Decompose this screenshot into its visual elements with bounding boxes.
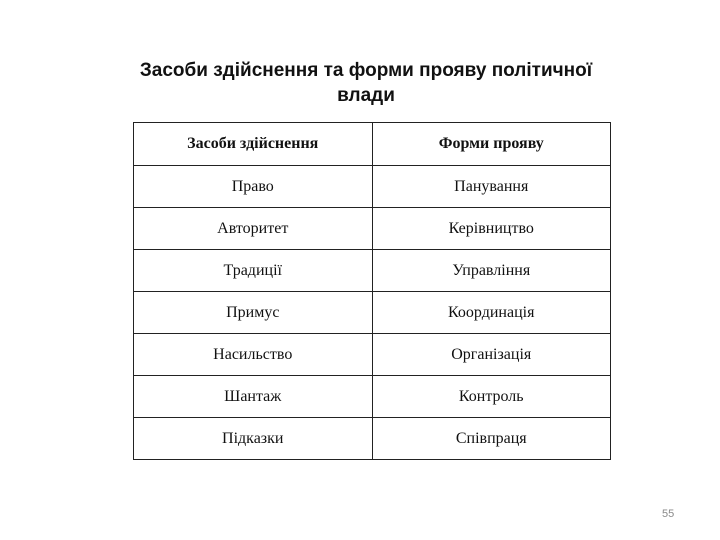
cell-means: Право (134, 166, 373, 208)
cell-means: Шантаж (134, 376, 373, 418)
cell-means: Примус (134, 292, 373, 334)
page-number: 55 (662, 508, 675, 520)
cell-forms: Організація (372, 334, 611, 376)
cell-forms: Панування (372, 166, 611, 208)
cell-means: Насильство (134, 334, 373, 376)
table-row (134, 376, 611, 418)
table-header-row (134, 123, 611, 166)
means-forms-table (133, 122, 611, 460)
table-row (134, 250, 611, 292)
cell-means: Авторитет (134, 208, 373, 250)
table-row (134, 292, 611, 334)
table-row (134, 208, 611, 250)
cell-means: Традиції (134, 250, 373, 292)
slide-title-line-2: влади (337, 85, 395, 106)
cell-forms: Контроль (372, 376, 611, 418)
slide-title (100, 58, 632, 108)
header-forms: Форми прояву (372, 123, 611, 166)
table-row (134, 166, 611, 208)
cell-forms: Координація (372, 292, 611, 334)
header-means: Засоби здійснення (134, 123, 373, 166)
cell-means: Підказки (134, 418, 373, 460)
slide-title-line-1: Засоби здійснення та форми прояву політичної (139, 60, 593, 81)
cell-forms: Співпраця (372, 418, 611, 460)
cell-forms: Управління (372, 250, 611, 292)
table-row (134, 418, 611, 460)
table-row (134, 334, 611, 376)
cell-forms: Керівництво (372, 208, 611, 250)
